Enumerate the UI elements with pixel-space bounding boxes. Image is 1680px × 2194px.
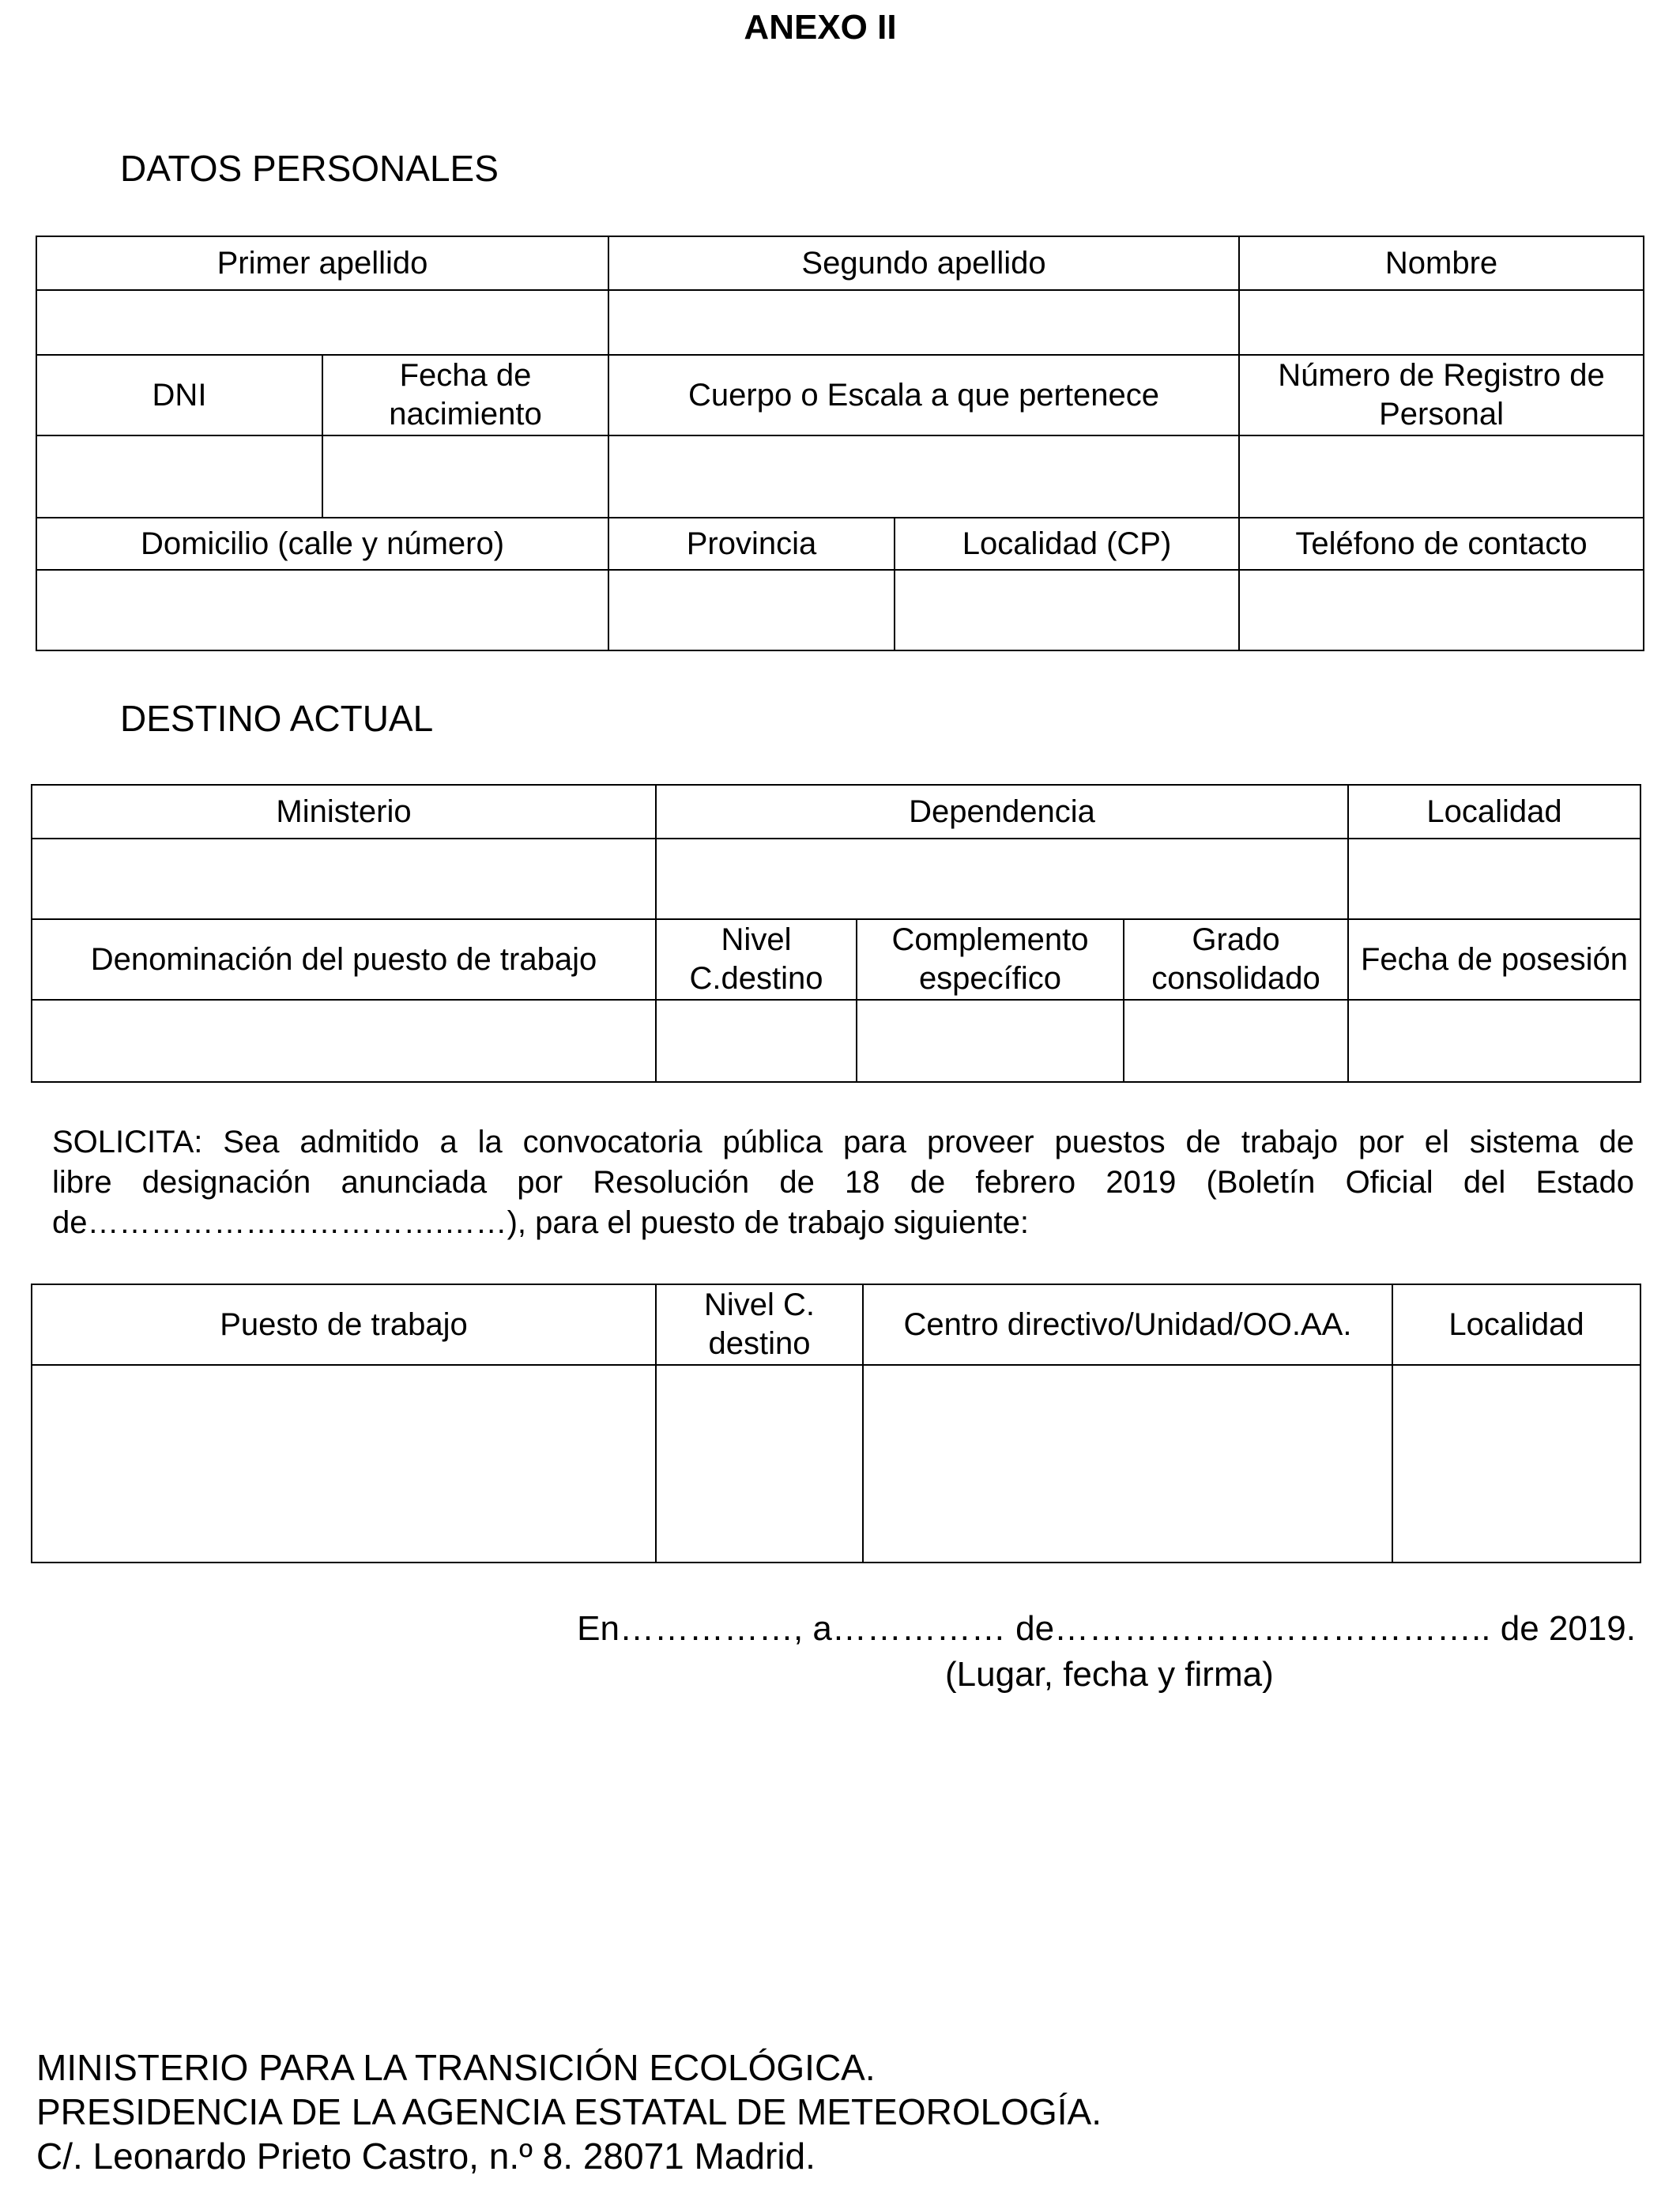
field-localidad[interactable]	[1348, 839, 1640, 919]
field-nombre[interactable]	[1239, 290, 1644, 355]
date-place-line: En……………, a…………… de……………………………….. de 2019.	[577, 1609, 1636, 1648]
field-segundo-apellido[interactable]	[608, 290, 1239, 355]
header-denominacion-puesto: Denominación del puesto de trabajo	[32, 919, 656, 1000]
signature-caption: (Lugar, fecha y firma)	[945, 1655, 1274, 1694]
requested-post-table	[31, 1284, 1641, 1563]
header-fecha-nacimiento: Fecha de nacimiento	[322, 355, 608, 435]
header-localidad: Localidad	[1348, 785, 1640, 839]
field-nivel-c-destino[interactable]	[656, 1365, 863, 1563]
header-puesto-trabajo: Puesto de trabajo	[32, 1284, 656, 1365]
solicita-line-3: de…………………………….……), para el puesto de trabajo siguiente:	[52, 1205, 1030, 1240]
field-denominacion-puesto[interactable]	[32, 1000, 656, 1082]
field-domicilio[interactable]	[36, 570, 608, 650]
header-localidad-puesto: Localidad	[1392, 1284, 1640, 1365]
header-dni: DNI	[36, 355, 322, 435]
field-provincia[interactable]	[608, 570, 895, 650]
header-dependencia: Dependencia	[656, 785, 1348, 839]
field-fecha-nacimiento[interactable]	[322, 435, 608, 518]
field-cuerpo-escala[interactable]	[608, 435, 1239, 518]
field-grado-consolidado[interactable]	[1124, 1000, 1348, 1082]
field-dni[interactable]	[36, 435, 322, 518]
current-post-table	[31, 784, 1641, 1083]
header-cuerpo-escala: Cuerpo o Escala a que pertenece	[608, 355, 1239, 435]
field-ministerio[interactable]	[32, 839, 656, 919]
personal-data-table	[36, 236, 1644, 651]
header-telefono: Teléfono de contacto	[1239, 518, 1644, 570]
section-heading-datos-personales: DATOS PERSONALES	[120, 148, 499, 189]
field-complemento-especifico[interactable]	[857, 1000, 1124, 1082]
footer-line-ministry: MINISTERIO PARA LA TRANSICIÓN ECOLÓGICA.	[36, 2047, 876, 2088]
field-localidad-cp[interactable]	[895, 570, 1239, 650]
field-localidad-puesto[interactable]	[1392, 1365, 1640, 1563]
field-nivel-destino[interactable]	[656, 1000, 857, 1082]
field-centro-directivo[interactable]	[863, 1365, 1392, 1563]
header-segundo-apellido: Segundo apellido	[608, 236, 1239, 290]
footer-line-agency: PRESIDENCIA DE LA AGENCIA ESTATAL DE METEOROLOGÍA.	[36, 2091, 1102, 2132]
header-nivel-destino: Nivel C.destino	[656, 919, 857, 1000]
header-localidad-cp: Localidad (CP)	[895, 518, 1239, 570]
field-nrp[interactable]	[1239, 435, 1644, 518]
solicita-line-1: SOLICITA: Sea admitido a la convocatoria pública para proveer puestos de trabajo por el sistema de	[52, 1125, 1634, 1159]
header-centro-directivo: Centro directivo/Unidad/OO.AA.	[863, 1284, 1392, 1365]
header-complemento-especifico: Complemento específico	[857, 919, 1124, 1000]
field-primer-apellido[interactable]	[36, 290, 608, 355]
header-fecha-posesion: Fecha de posesión	[1348, 919, 1640, 1000]
footer-address	[36, 2045, 1102, 2178]
header-primer-apellido: Primer apellido	[36, 236, 608, 290]
header-nivel-c-destino: Nivel C. destino	[656, 1284, 863, 1365]
footer-line-address: C/. Leonardo Prieto Castro, n.º 8. 28071 Madrid.	[36, 2136, 816, 2177]
field-telefono[interactable]	[1239, 570, 1644, 650]
section-heading-destino-actual: DESTINO ACTUAL	[120, 698, 434, 739]
header-nombre: Nombre	[1239, 236, 1644, 290]
header-ministerio: Ministerio	[32, 785, 656, 839]
page-title: ANEXO II	[744, 8, 897, 47]
solicita-line-2: libre designación anunciada por Resolución de 18 de febrero 2019 (Boletín Oficial del Estado	[52, 1165, 1634, 1200]
header-grado-consolidado: Grado consolidado	[1124, 919, 1348, 1000]
header-provincia: Provincia	[608, 518, 895, 570]
field-puesto-trabajo[interactable]	[32, 1365, 656, 1563]
header-domicilio: Domicilio (calle y número)	[36, 518, 608, 570]
header-nrp: Número de Registro de Personal	[1239, 355, 1644, 435]
field-dependencia[interactable]	[656, 839, 1348, 919]
solicita-paragraph	[52, 1122, 1634, 1243]
field-fecha-posesion[interactable]	[1348, 1000, 1640, 1082]
